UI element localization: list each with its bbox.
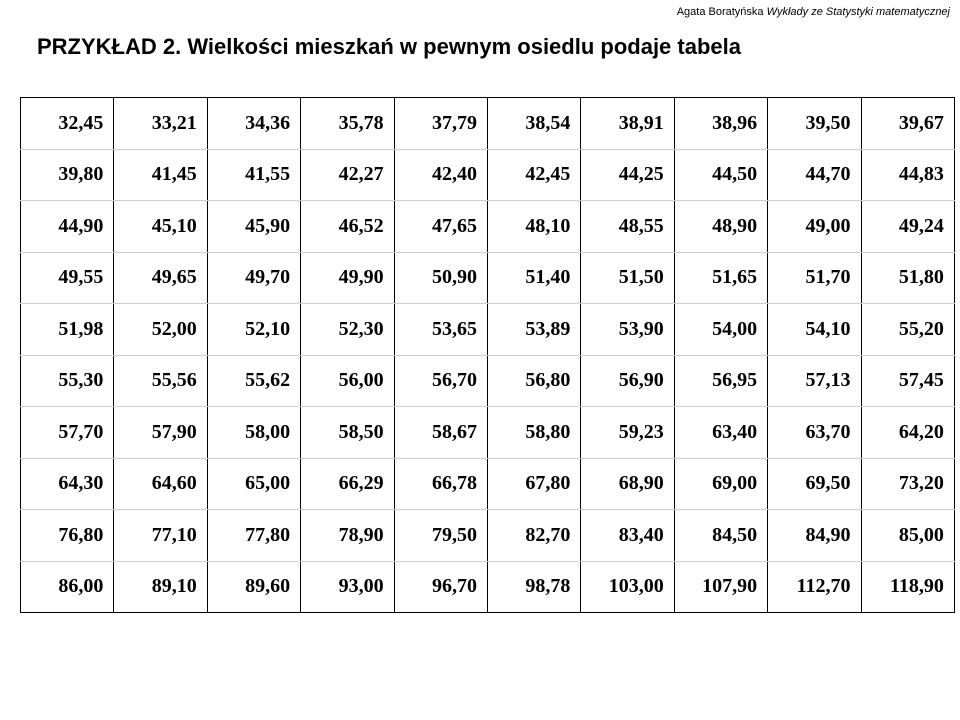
table-cell: 51,98: [21, 304, 114, 356]
table-cell: 56,95: [674, 355, 767, 407]
table-cell: 48,10: [487, 201, 580, 253]
table-cell: 58,50: [301, 407, 394, 459]
table-cell: 38,91: [581, 98, 674, 150]
table-cell: 112,70: [768, 561, 861, 613]
table-cell: 68,90: [581, 458, 674, 510]
table-cell: 39,67: [861, 98, 954, 150]
table-cell: 107,90: [674, 561, 767, 613]
table-cell: 59,23: [581, 407, 674, 459]
table-cell: 49,24: [861, 201, 954, 253]
table-cell: 56,90: [581, 355, 674, 407]
table-cell: 44,25: [581, 149, 674, 201]
table-cell: 63,70: [768, 407, 861, 459]
table-cell: 52,30: [301, 304, 394, 356]
table-cell: 65,00: [207, 458, 300, 510]
table-cell: 82,70: [487, 510, 580, 562]
table-cell: 64,20: [861, 407, 954, 459]
table-row: [21, 510, 955, 562]
table-cell: 57,13: [768, 355, 861, 407]
table-cell: 49,00: [768, 201, 861, 253]
table-cell: 63,40: [674, 407, 767, 459]
table-cell: 49,55: [21, 252, 114, 304]
table-cell: 66,29: [301, 458, 394, 510]
table-cell: 86,00: [21, 561, 114, 613]
table-cell: 78,90: [301, 510, 394, 562]
table-cell: 53,65: [394, 304, 487, 356]
table-cell: 69,00: [674, 458, 767, 510]
data-table: [20, 97, 955, 613]
table-cell: 77,10: [114, 510, 207, 562]
table-cell: 69,50: [768, 458, 861, 510]
table-cell: 79,50: [394, 510, 487, 562]
header-course: Wykłady ze Statystyki matematycznej: [766, 6, 950, 18]
table-cell: 77,80: [207, 510, 300, 562]
table-cell: 45,90: [207, 201, 300, 253]
table-row: [21, 252, 955, 304]
table-cell: 34,36: [207, 98, 300, 150]
table-cell: 44,90: [21, 201, 114, 253]
table-cell: 51,70: [768, 252, 861, 304]
slide-header: [677, 6, 950, 18]
table-cell: 53,89: [487, 304, 580, 356]
table-cell: 35,78: [301, 98, 394, 150]
table-cell: 51,40: [487, 252, 580, 304]
table-cell: 83,40: [581, 510, 674, 562]
table-row: [21, 355, 955, 407]
table-cell: 38,96: [674, 98, 767, 150]
table-cell: 64,30: [21, 458, 114, 510]
table-cell: 98,78: [487, 561, 580, 613]
table-row: [21, 201, 955, 253]
table-cell: 32,45: [21, 98, 114, 150]
table-cell: 41,45: [114, 149, 207, 201]
slide-title: PRZYKŁAD 2. Wielkości mieszkań w pewnym osiedlu podaje tabela: [37, 34, 741, 59]
table-cell: 49,90: [301, 252, 394, 304]
table-cell: 51,65: [674, 252, 767, 304]
table-cell: 55,20: [861, 304, 954, 356]
table-cell: 42,40: [394, 149, 487, 201]
table-cell: 56,00: [301, 355, 394, 407]
table-cell: 103,00: [581, 561, 674, 613]
table-cell: 39,80: [21, 149, 114, 201]
table-cell: 93,00: [301, 561, 394, 613]
table-cell: 49,70: [207, 252, 300, 304]
table-row: [21, 149, 955, 201]
table-cell: 46,52: [301, 201, 394, 253]
table-cell: 51,80: [861, 252, 954, 304]
table-cell: 73,20: [861, 458, 954, 510]
table-cell: 52,00: [114, 304, 207, 356]
table-cell: 57,70: [21, 407, 114, 459]
table-cell: 33,21: [114, 98, 207, 150]
table-cell: 58,00: [207, 407, 300, 459]
table-row: [21, 407, 955, 459]
table-cell: 57,90: [114, 407, 207, 459]
table-cell: 51,50: [581, 252, 674, 304]
table-cell: 54,10: [768, 304, 861, 356]
table-cell: 85,00: [861, 510, 954, 562]
table-row: [21, 98, 955, 150]
table-cell: 118,90: [861, 561, 954, 613]
table-cell: 50,90: [394, 252, 487, 304]
table-cell: 56,80: [487, 355, 580, 407]
table-cell: 58,67: [394, 407, 487, 459]
table-cell: 44,50: [674, 149, 767, 201]
table-cell: 55,62: [207, 355, 300, 407]
table-cell: 45,10: [114, 201, 207, 253]
table-cell: 84,90: [768, 510, 861, 562]
table-cell: 42,27: [301, 149, 394, 201]
table-cell: 38,54: [487, 98, 580, 150]
table-cell: 47,65: [394, 201, 487, 253]
table-cell: 66,78: [394, 458, 487, 510]
table-cell: 55,30: [21, 355, 114, 407]
header-author: Agata Boratyńska: [676, 6, 764, 18]
table-cell: 89,60: [207, 561, 300, 613]
table-cell: 44,70: [768, 149, 861, 201]
table-cell: 84,50: [674, 510, 767, 562]
table-cell: 55,56: [114, 355, 207, 407]
table-row: [21, 561, 955, 613]
table-cell: 42,45: [487, 149, 580, 201]
table-cell: 49,65: [114, 252, 207, 304]
table-cell: 52,10: [207, 304, 300, 356]
table-cell: 89,10: [114, 561, 207, 613]
table-cell: 37,79: [394, 98, 487, 150]
table-cell: 39,50: [768, 98, 861, 150]
table-cell: 76,80: [21, 510, 114, 562]
table-cell: 56,70: [394, 355, 487, 407]
table-cell: 54,00: [674, 304, 767, 356]
table-cell: 96,70: [394, 561, 487, 613]
table-cell: 41,55: [207, 149, 300, 201]
table-cell: 44,83: [861, 149, 954, 201]
table-cell: 53,90: [581, 304, 674, 356]
table-cell: 57,45: [861, 355, 954, 407]
data-table-body: [21, 98, 955, 613]
table-row: [21, 458, 955, 510]
table-cell: 67,80: [487, 458, 580, 510]
table-cell: 48,55: [581, 201, 674, 253]
table-row: [21, 304, 955, 356]
table-cell: 58,80: [487, 407, 580, 459]
table-cell: 48,90: [674, 201, 767, 253]
table-cell: 64,60: [114, 458, 207, 510]
